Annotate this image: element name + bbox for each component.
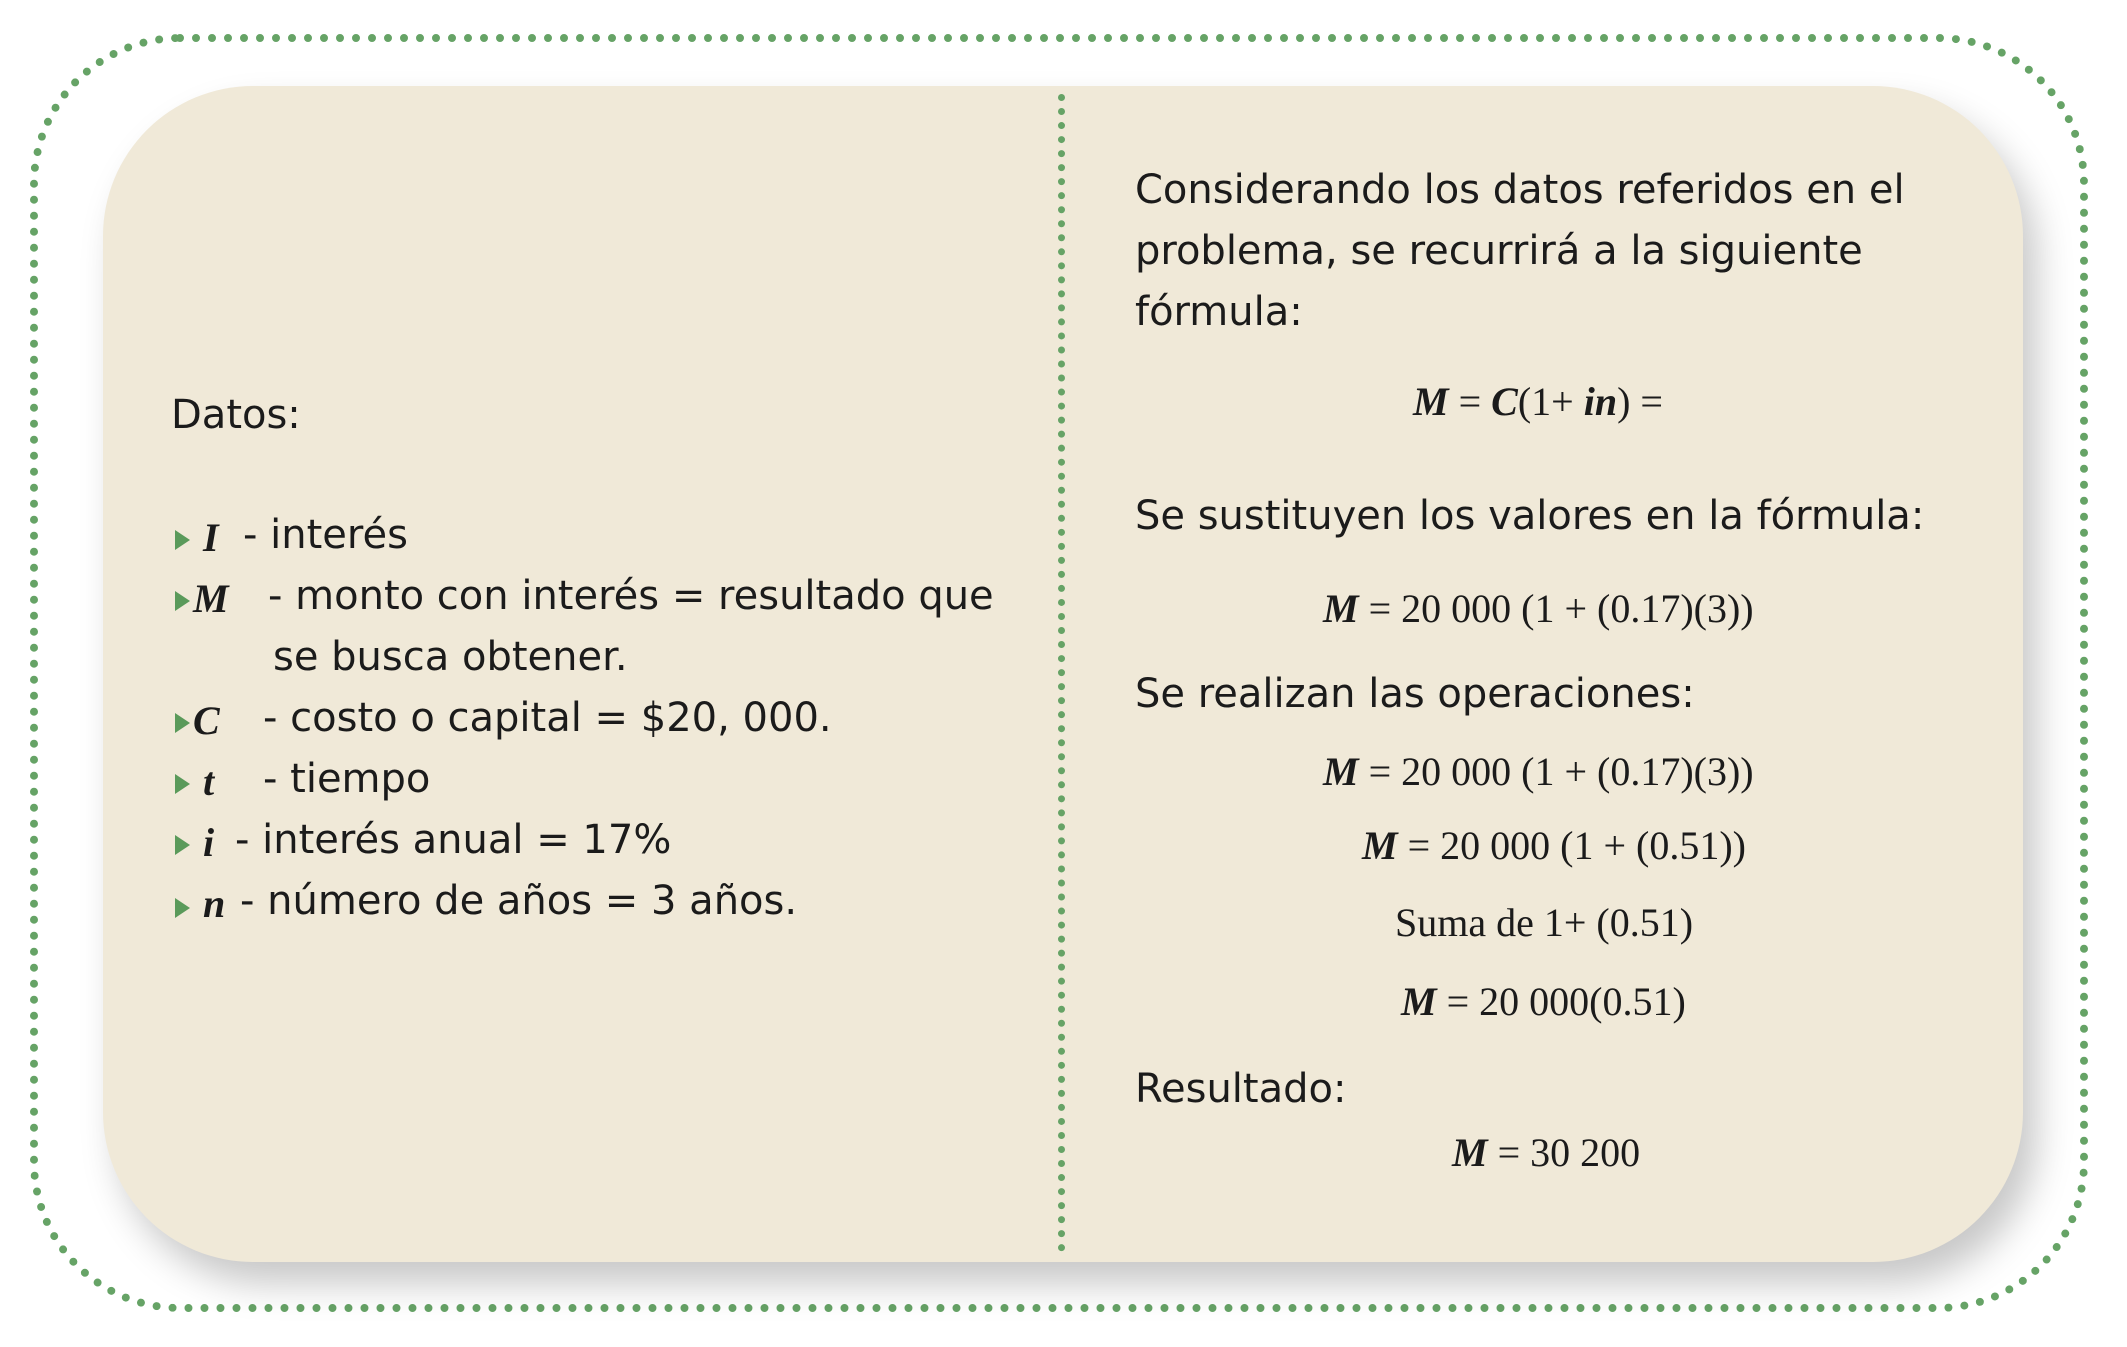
- datos-item-text: - tiempo: [263, 756, 431, 802]
- datos-item-text: - monto con interés = resultado que: [268, 573, 994, 619]
- datos-item-text: - costo o capital = $20, 000.: [263, 695, 832, 741]
- step-equation-2: [1362, 822, 1746, 869]
- datos-item-text-continued: se busca obtener.: [273, 634, 628, 680]
- substitute-label: Se sustituyen los valores en la fórmula:: [1135, 493, 1925, 539]
- equation-var-M: M: [1452, 1130, 1488, 1175]
- bullet-icon: [175, 898, 190, 918]
- bullet-icon: [175, 530, 190, 550]
- bullet-icon: [175, 713, 190, 733]
- formula-equation: [1413, 378, 1663, 425]
- datos-title: Datos:: [171, 392, 301, 438]
- variable-C: C: [193, 698, 220, 743]
- step-sum-note: Suma de 1+ (0.51): [1395, 900, 1694, 945]
- equation-expression: = 20 000 (1 + (0.17)(3)): [1358, 749, 1754, 794]
- equation-expression: = 20 000(0.51): [1436, 979, 1686, 1024]
- variable-i: i: [203, 820, 215, 865]
- step-equation-4: [1401, 978, 1686, 1025]
- intro-line-1: Considerando los datos referidos en el: [1135, 167, 1905, 213]
- variable-t: t: [203, 759, 215, 804]
- intro-line-3: fórmula:: [1135, 289, 1303, 335]
- equation-var-M: M: [1323, 749, 1359, 794]
- datos-item-text: - interés anual = 17%: [235, 817, 672, 863]
- variable-n: n: [203, 881, 226, 926]
- datos-item-text: - interés: [243, 512, 408, 558]
- formula-var-in: in: [1583, 379, 1618, 424]
- equation-expression: = 20 000 (1 + (0.17)(3)): [1358, 586, 1754, 631]
- variable-I: I: [203, 515, 219, 560]
- column-divider: [1058, 94, 1065, 1252]
- equation-expression: = 20 000 (1 + (0.51)): [1397, 823, 1746, 868]
- variable-M: M: [193, 576, 229, 621]
- result-label: Resultado:: [1135, 1066, 1347, 1112]
- step-equation-1: [1323, 748, 1754, 795]
- equation-var-M: M: [1362, 823, 1398, 868]
- equation-var-M: M: [1323, 586, 1359, 631]
- result-equation: [1452, 1129, 1640, 1176]
- bullet-icon: [175, 835, 190, 855]
- bullet-icon: [175, 591, 190, 611]
- bullet-icon: [175, 774, 190, 794]
- formula-open: (1+: [1517, 379, 1584, 424]
- datos-item-text: - número de años = 3 años.: [240, 878, 798, 924]
- operations-label: Se realizan las operaciones:: [1135, 671, 1695, 717]
- substituted-equation: [1323, 585, 1754, 632]
- equation-var-M: M: [1401, 979, 1437, 1024]
- formula-close: ) =: [1617, 379, 1663, 424]
- formula-var-M: M: [1413, 379, 1449, 424]
- intro-line-2: problema, se recurrirá a la siguiente: [1135, 228, 1863, 274]
- formula-equals: =: [1448, 379, 1492, 424]
- formula-var-C: C: [1491, 379, 1518, 424]
- equation-expression: = 30 200: [1487, 1130, 1641, 1175]
